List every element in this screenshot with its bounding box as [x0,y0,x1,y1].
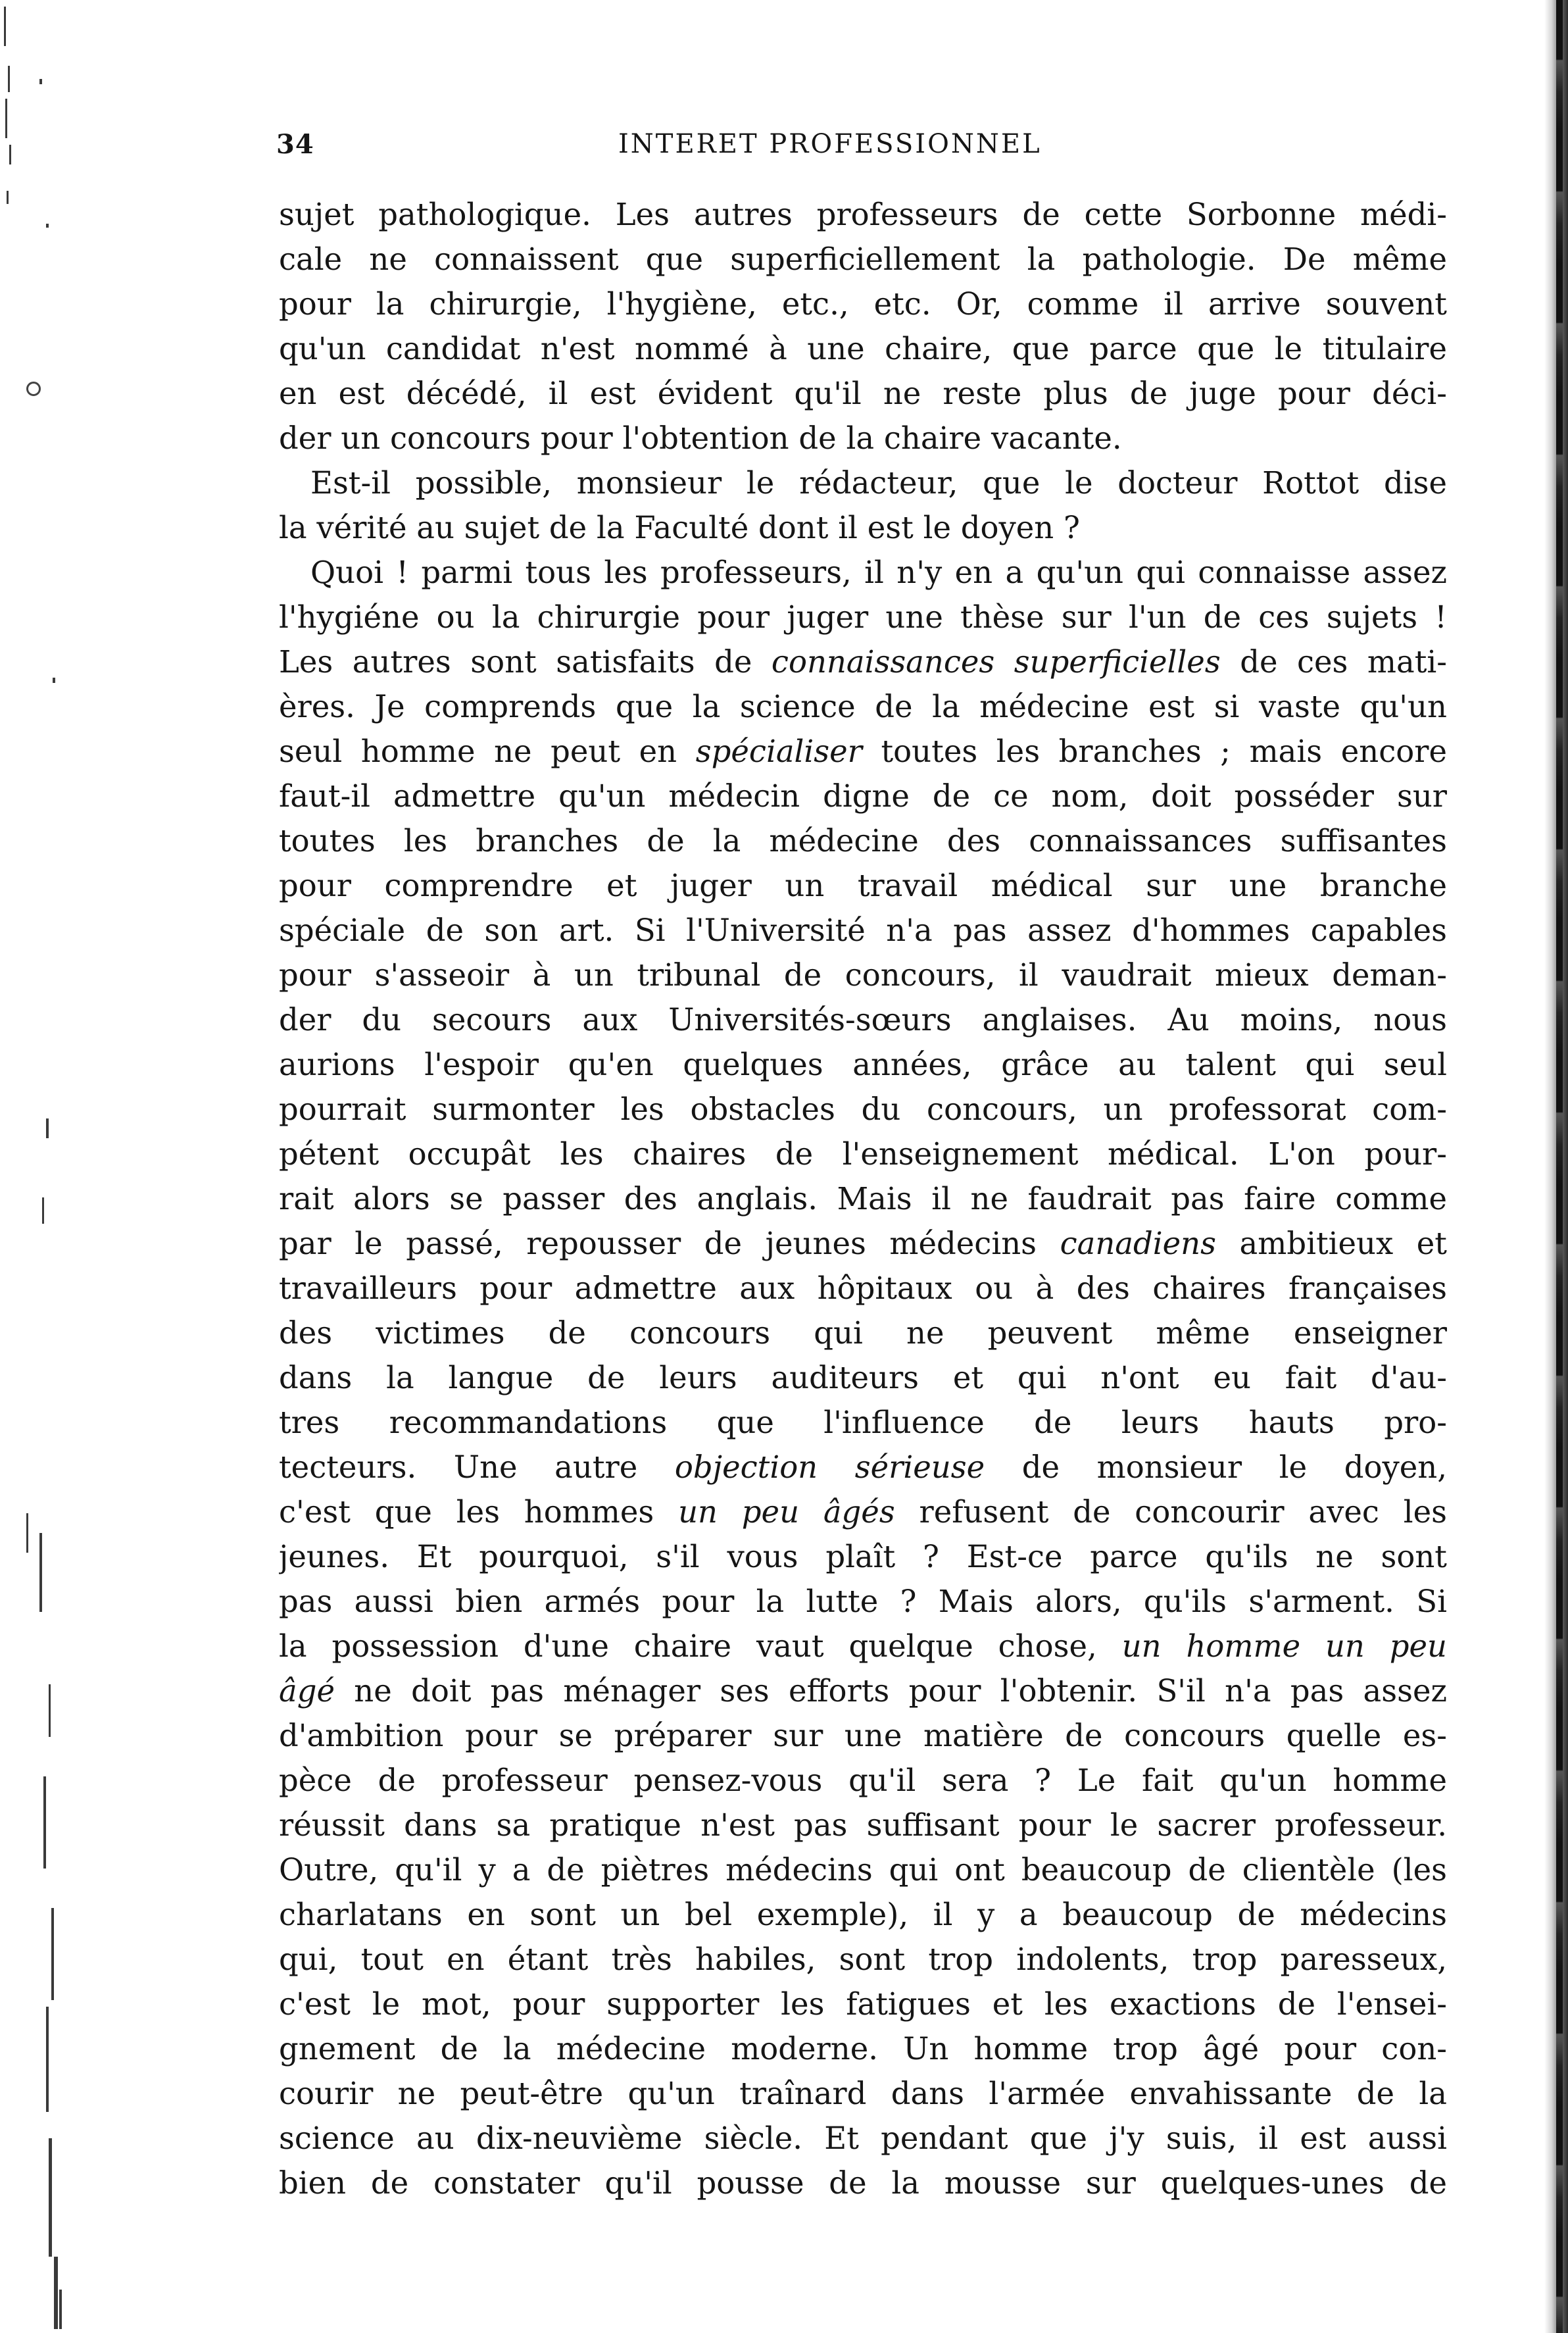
text-line: spéciale de son art. Si l'Université n'a pas assez d'hommes capables [279,913,1447,948]
text-run: refusent de concourir avec les [894,1494,1447,1530]
text-run: tecteurs. Une autre [279,1449,675,1485]
italic-run: spécialiser [695,734,862,769]
text-line: cale ne connaissent que superficiellement la pathologie. De même [279,241,1447,277]
text-line: pourrait surmonter les obstacles du concours, un professorat com- [279,1091,1447,1127]
text-line: pour comprendre et juger un travail médical sur une branche [279,868,1447,903]
text-line: toutes les branches de la médecine des connaissances suffisantes [279,823,1447,859]
text-line: pour s'asseoir à un tribunal de concours, il vaudrait mieux deman- [279,957,1447,993]
text-run: Les autres sont satisfaits de [279,644,772,680]
page-number: 34 [276,129,314,160]
scan-edge-shadow [1556,0,1563,2333]
text-line: qui, tout en étant très habiles, sont trop indolents, trop paresseux, [279,1942,1447,1977]
text-line [279,729,1447,774]
italic-run: âgé [279,1673,335,1709]
text-line: travailleurs pour admettre aux hôpitaux ou à des chaires françaises [279,1270,1447,1306]
text-line: d'ambition pour se préparer sur une matière de concours quelle es- [279,1718,1447,1753]
running-head [276,129,1447,175]
text-line [279,640,1447,684]
text-run: de monsieur le doyen, [985,1449,1447,1485]
text-line: bien de constater qu'il pousse de la mousse sur quelques-unes de [279,2165,1447,2201]
text-line: pas aussi bien armés pour la lutte ? Mais alors, qu'ils s'arment. Si [279,1584,1447,1619]
text-line: courir ne peut-être qu'un traînard dans l'armée envahissante de la [279,2076,1447,2111]
text-line: aurions l'espoir qu'en quelques années, grâce au talent qui seul [279,1047,1447,1082]
text-line: l'hygiéne ou la chirurgie pour juger une thèse sur l'un de ces sujets ! [279,599,1447,635]
text-run: seul homme ne peut en [279,734,696,769]
body-text [279,192,1447,2205]
text-line [279,1668,1447,1713]
scan-gutter-left [0,0,86,2333]
text-line: pèce de professeur pensez-vous qu'il sera ? Le fait qu'un homme [279,1763,1447,1798]
italic-run: un peu âgés [678,1494,895,1530]
text-line: qu'un candidat n'est nommé à une chaire, que parce que le titulaire [279,331,1447,366]
text-line: des victimes de concours qui ne peuvent même enseigner [279,1315,1447,1351]
italic-run: canadiens [1060,1226,1216,1261]
text-line: en est décédé, il est évident qu'il ne reste plus de juge pour déci- [279,376,1447,411]
text-line: c'est le mot, pour supporter les fatigues et les exactions de l'ensei- [279,1986,1447,2022]
text-line [279,1221,1447,1266]
italic-run: connaissances superficielles [771,644,1221,680]
text-line: gnement de la médecine moderne. Un homme trop âgé pour con- [279,2031,1447,2067]
text-line: la vérité au sujet de la Faculté dont il est le doyen ? [279,510,1080,545]
text-line: charlatans en sont un bel exemple), il y a beaucoup de médecins [279,1897,1447,1932]
text-line: jeunes. Et pourquoi, s'il vous plaît ? Est-ce parce qu'ils ne sont [279,1539,1447,1574]
text-line: Quoi ! parmi tous les professeurs, il n'y en a qu'un qui connaisse assez [310,555,1447,590]
text-line: tres recommandations que l'influence de leurs hauts pro- [279,1405,1447,1440]
italic-run: objection sérieuse [674,1449,985,1485]
text-run: la possession d'une chaire vaut quelque chose, [279,1628,1122,1664]
text-line [279,1490,1447,1534]
text-line [279,1445,1447,1490]
text-run: de ces mati- [1220,644,1447,680]
text-run: c'est que les hommes [279,1494,679,1530]
text-line: Outre, qu'il y a de piètres médecins qui ont beaucoup de clientèle (les [279,1852,1447,1888]
text-line: der du secours aux Universités-sœurs anglaises. Au moins, nous [279,1002,1447,1038]
text-line: dans la langue de leurs auditeurs et qui n'ont eu fait d'au- [279,1360,1447,1395]
italic-run: un homme un peu [1121,1628,1447,1664]
text-run: ambitieux et [1215,1226,1447,1261]
text-line: sujet pathologique. Les autres professeurs de cette Sorbonne médi- [279,197,1447,232]
text-run: ne doit pas ménager ses efforts pour l'obtenir. S'il n'a pas assez [335,1673,1447,1709]
text-line: der un concours pour l'obtention de la chaire vacante. [279,420,1122,456]
text-line: Est-il possible, monsieur le rédacteur, que le docteur Rottot dise [310,465,1447,501]
running-title: INTERET PROFESSIONNEL [618,129,1042,159]
text-line: science au dix-neuvième siècle. Et pendant que j'y suis, il est aussi [279,2120,1447,2156]
text-line: réussit dans sa pratique n'est pas suffisant pour le sacrer professeur. [279,1807,1447,1843]
text-line: pour la chirurgie, l'hygiène, etc., etc. Or, comme il arrive souvent [279,286,1447,322]
text-line: rait alors se passer des anglais. Mais il ne faudrait pas faire comme [279,1181,1447,1217]
text-run: par le passé, repousser de jeunes médecins [279,1226,1060,1261]
text-line: faut-il admettre qu'un médecin digne de ce nom, doit posséder sur [279,778,1447,814]
text-run: toutes les branches ; mais encore [862,734,1447,769]
text-line [279,1624,1447,1668]
text-line: pétent occupât les chaires de l'enseignement médical. L'on pour- [279,1136,1447,1172]
text-line: ères. Je comprends que la science de la médecine est si vaste qu'un [279,689,1447,724]
